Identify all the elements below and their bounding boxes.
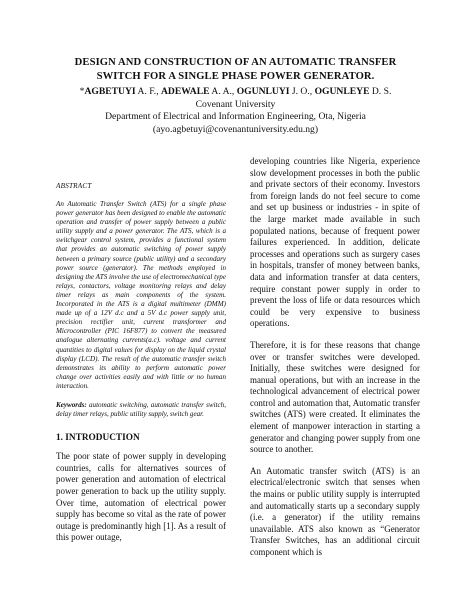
section-heading-introduction: 1. INTRODUCTION [56, 433, 140, 444]
affiliation-university: Covenant University [195, 98, 276, 110]
title-line-2: SWITCH FOR A SINGLE PHASE POWER GENERATOR. [96, 71, 375, 82]
paper-title [40, 56, 431, 84]
affiliation-department: Department of Electrical and Information Engineering, Ota, Nigeria [105, 111, 366, 122]
keywords [56, 401, 226, 419]
author-email: (ayo.agbetuyi@covenantuniversity.edu.ng) [152, 123, 319, 135]
right-paragraph-3: An Automatic transfer switch (ATS) is an electrical/electronic switch that senses when the mains or public utility supply is interrupted and automatically starts up a secondary supply (i.e. a generator) if the utility remains unavailable. ATS also known as “Generator Transfer Switches, has an additional circuit component which is [250, 465, 420, 557]
keywords-text: automatic switching, automatic transfer switch, delay timer relays, public utility supply, switch gear. [56, 400, 226, 419]
author-3-initials: J. O., [289, 86, 315, 97]
left-column [56, 178, 226, 544]
right-paragraph-1: developing countries like Nigeria, experience slow development processes in both the public and private sectors of their economy. Investors from foreign lands do not feel secure to come and set up business or industries - in spite of the large market made available in such populated nations, because of frequent power failures experienced. In addition, delicate processes and operations such as surgery cases in hospitals, transfer of money between banks, data and information transfer at data centers, require constant power supply in order to prevent the loss of life or data resources which could be very expensive to business operations. [250, 156, 420, 329]
abstract-text: An Automatic Transfer Switch (ATS) for a single phase power generator has been designed to enable the automatic operation and transfer of power supply between a public utility supply and a power generator. The ATS, which is a switchgear control system, provides a functional system that provides an automatic switching of power supply between a primary source (public utility) and a secondary power source (generator). The methods employed in designing the ATS involve the use of electromechanical type relays, contactors, voltage monitoring relays and delay timer relays as main components of the system. Incorporated in the ATS is a digital multimeter (DMM) made up of a 12V d.c and a 5V d.c power supply unit, precision rectifier unit, current transformer and Microcontroller (PIC 16F877) to convert the measured analogue alternating currents(a.c). voltage and current quantities to digital values for display on the liquid crystal display (LCD). The result of the automatic transfer switch demonstrates its ability to perform automatic power change over activities easily and with little or no human interaction. [56, 200, 226, 390]
author-2-surname: ADEWALE [161, 86, 210, 97]
author-1-marker: * [79, 86, 85, 97]
author-list [40, 86, 431, 99]
author-block [40, 86, 431, 136]
right-paragraph-2: Therefore, it is for these reasons that change over or transfer switches were developed. Initially, these switches were designed for manual operations, but with an increase in the technological advancement of electrical power control and automation that, Automatic transfer switches (ATS) were created. It eliminates the element of manpower interaction in starting a generator and changing power supply from one source to another. [250, 339, 420, 455]
right-column [250, 156, 420, 559]
author-4-surname: OGUNLEYE [314, 86, 370, 97]
author-3-surname: OGUNLUYI [236, 86, 290, 97]
abstract-heading: ABSTRACT [56, 182, 92, 190]
author-2-initials: A. A., [209, 86, 237, 97]
keywords-label: Keywords: [56, 400, 87, 409]
author-1-initials: A. F., [135, 86, 161, 97]
author-4-initials: D. S. [369, 86, 392, 97]
author-1-surname: AGBETUYI [84, 86, 136, 97]
title-line-1: DESIGN AND CONSTRUCTION OF AN AUTOMATIC TRANSFER [74, 57, 397, 68]
intro-paragraph-left: The poor state of power supply in developing countries, calls for alternatives sources of power generation and automation of electrical power generation to back up the utility supply. Over time, automation of electrical power supply has become so vital as the rate of power outage is predominantly high [1]. As a result of this power outage, [56, 451, 226, 543]
